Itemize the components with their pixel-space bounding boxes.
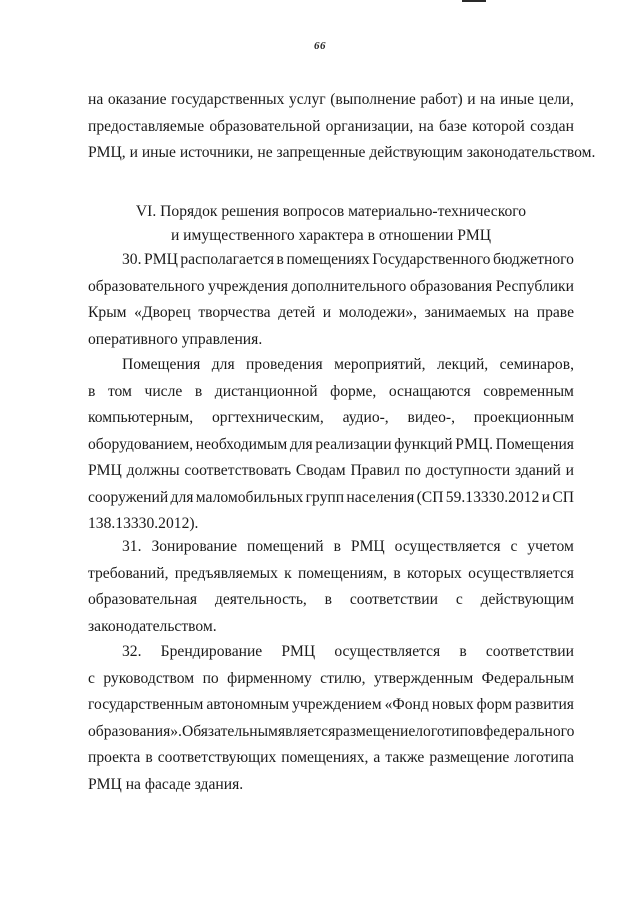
intro-paragraph-line: РМЦ, и иные источники, не запрещенные действующим законодательством. (88, 144, 596, 161)
paragraph-32-line: с руководством по фирменному стилю, утвержденным Федеральным (88, 669, 574, 687)
paragraph-30-premises-line: Помещения для проведения мероприятий, лекций, семинаров, (122, 356, 574, 373)
paragraph-30-line: Крым «Дворец творчества детей и молодежи», занимаемых на праве (88, 304, 574, 321)
paragraph-32-line: образования». Обязательным является размещение логотипов федерального (88, 722, 575, 740)
paragraph-30-premises-line: в том числе в дистанционной форме, оснащаются современным (88, 382, 574, 400)
paragraph-30-line: оперативного управления. (88, 330, 263, 348)
paragraph-31-line: 31. Зонирование помещений в РМЦ осуществляется с учетом (122, 538, 574, 555)
paragraph-32-line: проекта в соответствующих помещениях, а также размещение логотипа (88, 749, 574, 766)
paragraph-30-premises-line: сооружений для маломобильных групп населения (СП 59.13330.2012 и СП (88, 488, 574, 506)
paragraph-30-premises-line: РМЦ должны соответствовать Сводам Правил по доступности зданий и (88, 462, 574, 479)
intro-paragraph-line: на оказание государственных услуг (выполнение работ) и на иные цели, (88, 91, 574, 108)
paragraph-30-premises-line: компьютерным, оргтехническим, аудио-, видео-, проекционным (88, 409, 574, 426)
top-edge-mark (462, 0, 486, 2)
paragraph-31-line: образовательная деятельность, в соответствии с действующим (88, 591, 574, 608)
paragraph-32-line: государственным автономным учреждением «Фонд новых форм развития (88, 696, 574, 713)
intro-paragraph-line: предоставляемые образовательной организации, на базе которой создан (88, 117, 574, 135)
paragraph-30-line: образовательного учреждения дополнительного образования Республики (88, 277, 574, 295)
paragraph-31-line: законодательством. (88, 617, 217, 635)
paragraph-30-premises-line: 138.13330.2012). (88, 515, 199, 532)
paragraph-31-line: требований, предъявляемых к помещениям, в которых осуществляется (88, 564, 574, 582)
paragraph-30-premises-line: оборудованием, необходимым для реализации функций РМЦ. Помещения (88, 435, 574, 453)
paragraph-30-line: 30. РМЦ располагается в помещениях Государственного бюджетного (122, 251, 574, 268)
section-heading-line-1: VI. Порядок решения вопросов материально-технического (135, 203, 527, 220)
section-heading-line-2: и имущественного характера в отношении РМЦ (170, 227, 492, 244)
paragraph-32-line: РМЦ на фасаде здания. (88, 775, 244, 793)
page-number: 66 (314, 40, 326, 52)
paragraph-32-line: 32. Брендирование РМЦ осуществляется в соответствии (122, 643, 574, 660)
